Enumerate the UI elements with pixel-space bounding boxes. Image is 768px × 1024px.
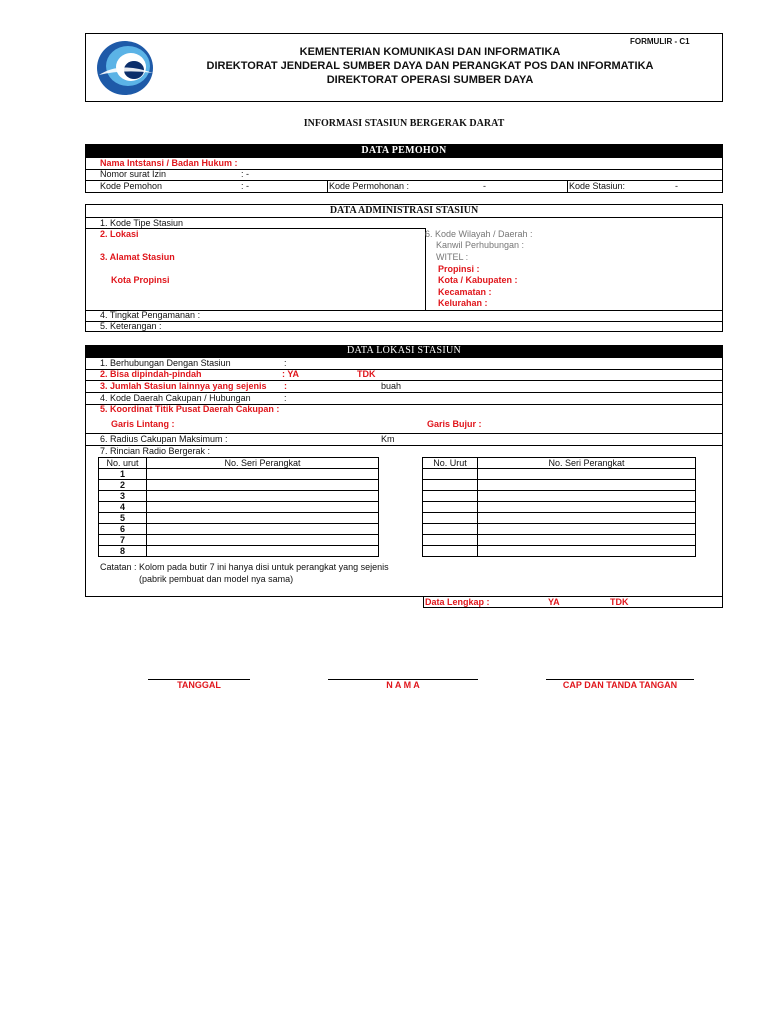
kode-tipe-label: 1. Kode Tipe Stasiun [100,218,184,228]
table-row: 6 [99,524,379,535]
witel-label: WITEL : [436,252,469,262]
table-row [423,524,696,535]
jumlah-stasiun-colon: : [284,381,287,391]
left-seri-header: No. Seri Perangkat [147,458,379,469]
header-line-1: KEMENTERIAN KOMUNIKASI DAN INFORMATIKA [299,46,561,58]
kota-propinsi-label: Kota Propinsi [111,275,170,285]
table-row: 2 [99,480,379,491]
alamat-label: 3. Alamat Stasiun [100,252,175,262]
table-row: 7 [99,535,379,546]
table-row [423,458,696,469]
kode-wilayah-label: 6. Kode Wilayah / Daerah : [425,229,533,239]
nama-label: N A M A [386,680,420,690]
table-row [423,480,696,491]
kode-permohonan-label: Kode Permohonan : [329,181,410,191]
koordinat-label: 5. Koordinat Titik Pusat Daerah Cakupan : [100,404,280,414]
keterangan-label: 5. Keterangan : [100,321,162,331]
propinsi-label: Propinsi : [438,264,480,274]
header-line-2: DIREKTORAT JENDERAL SUMBER DAYA DAN PERANGKAT POS DAN INFORMATIKA [206,60,654,72]
radius-label: 6. Radius Cakupan Maksimum : [100,434,228,444]
catatan-line-2: (pabrik pembuat dan model nya sama) [139,574,294,584]
data-lengkap-label: Data Lengkap : [425,597,490,607]
jumlah-stasiun-label: 3. Jumlah Stasiun lainnya yang sejenis [100,381,267,391]
right-seri-header: No. Seri Perangkat [478,458,696,469]
data-lengkap-tdk: TDK [610,597,629,607]
garis-lintang-label: Garis Lintang : [111,419,175,429]
admin-title: DATA ADMINISTRASI STASIUN [329,205,479,216]
left-seri-table [98,457,379,557]
tingkat-pengamanan-label: 4. Tingkat Pengamanan : [100,310,201,320]
table-row [423,502,696,513]
form-code: FORMULIR - C1 [630,37,690,46]
table-row: 3 [99,491,379,502]
nama-instansi-label: Nama Intstansi / Badan Hukum : [100,158,238,168]
table-row [423,546,696,557]
bisa-dipindah-ya: : YA [282,369,300,379]
lokasi-title: DATA LOKASI STASIUN [85,345,723,357]
kota-kabupaten-label: Kota / Kabupaten : [438,275,518,285]
bisa-dipindah-label: 2. Bisa dipindah-pindah [100,369,202,379]
kode-stasiun-label: Kode Stasiun: [569,181,626,191]
kode-daerah-colon: : [284,393,287,403]
table-row [423,469,696,480]
table-row [423,491,696,502]
table-row: 4 [99,502,379,513]
nomor-surat-label: Nomor surat Izin [100,169,167,179]
right-no-urut-header: No. Urut [423,458,478,469]
table-row [423,535,696,546]
garis-bujur-label: Garis Bujur : [427,419,482,429]
jumlah-stasiun-unit: buah [381,381,402,391]
data-lengkap-ya: YA [548,597,560,607]
bisa-dipindah-tdk: TDK [357,369,376,379]
right-seri-table [422,457,696,557]
lokasi-label: 2. Lokasi [100,229,139,239]
kode-pemohon-label: Kode Pemohon [100,181,163,191]
nomor-surat-value: : - [241,169,249,179]
cap-label: CAP DAN TANDA TANGAN [562,680,678,690]
pemohon-title: DATA PEMOHON [85,144,723,157]
berhubungan-label: 1. Berhubungan Dengan Stasiun [100,358,231,368]
kode-stasiun-value: - [675,181,678,191]
tanggal-label: TANGGAL [177,680,221,690]
radius-unit: Km [381,434,395,444]
kominfo-logo [95,39,155,97]
table-row [99,458,379,469]
left-no-urut-header: No. urut [99,458,147,469]
rincian-label: 7. Rincian Radio Bergerak : [100,446,211,456]
kode-permohonan-value: - [483,181,486,191]
catatan-line-1: Catatan : Kolom pada butir 7 ini hanya disi untuk perangkat yang sejenis [100,562,389,572]
kode-pemohon-value: : - [241,181,249,191]
berhubungan-colon: : [284,358,287,368]
header-line-3: DIREKTORAT OPERASI SUMBER DAYA [326,74,534,86]
table-row: 8 [99,546,379,557]
kelurahan-label: Kelurahan : [438,298,488,308]
doc-title: INFORMASI STASIUN BERGERAK DARAT [303,118,505,129]
table-row [423,513,696,524]
kecamatan-label: Kecamatan : [438,287,492,297]
table-row: 5 [99,513,379,524]
table-row: 1 [99,469,379,480]
kode-daerah-label: 4. Kode Daerah Cakupan / Hubungan [100,393,251,403]
kanwil-label: Kanwil Perhubungan : [436,240,525,250]
